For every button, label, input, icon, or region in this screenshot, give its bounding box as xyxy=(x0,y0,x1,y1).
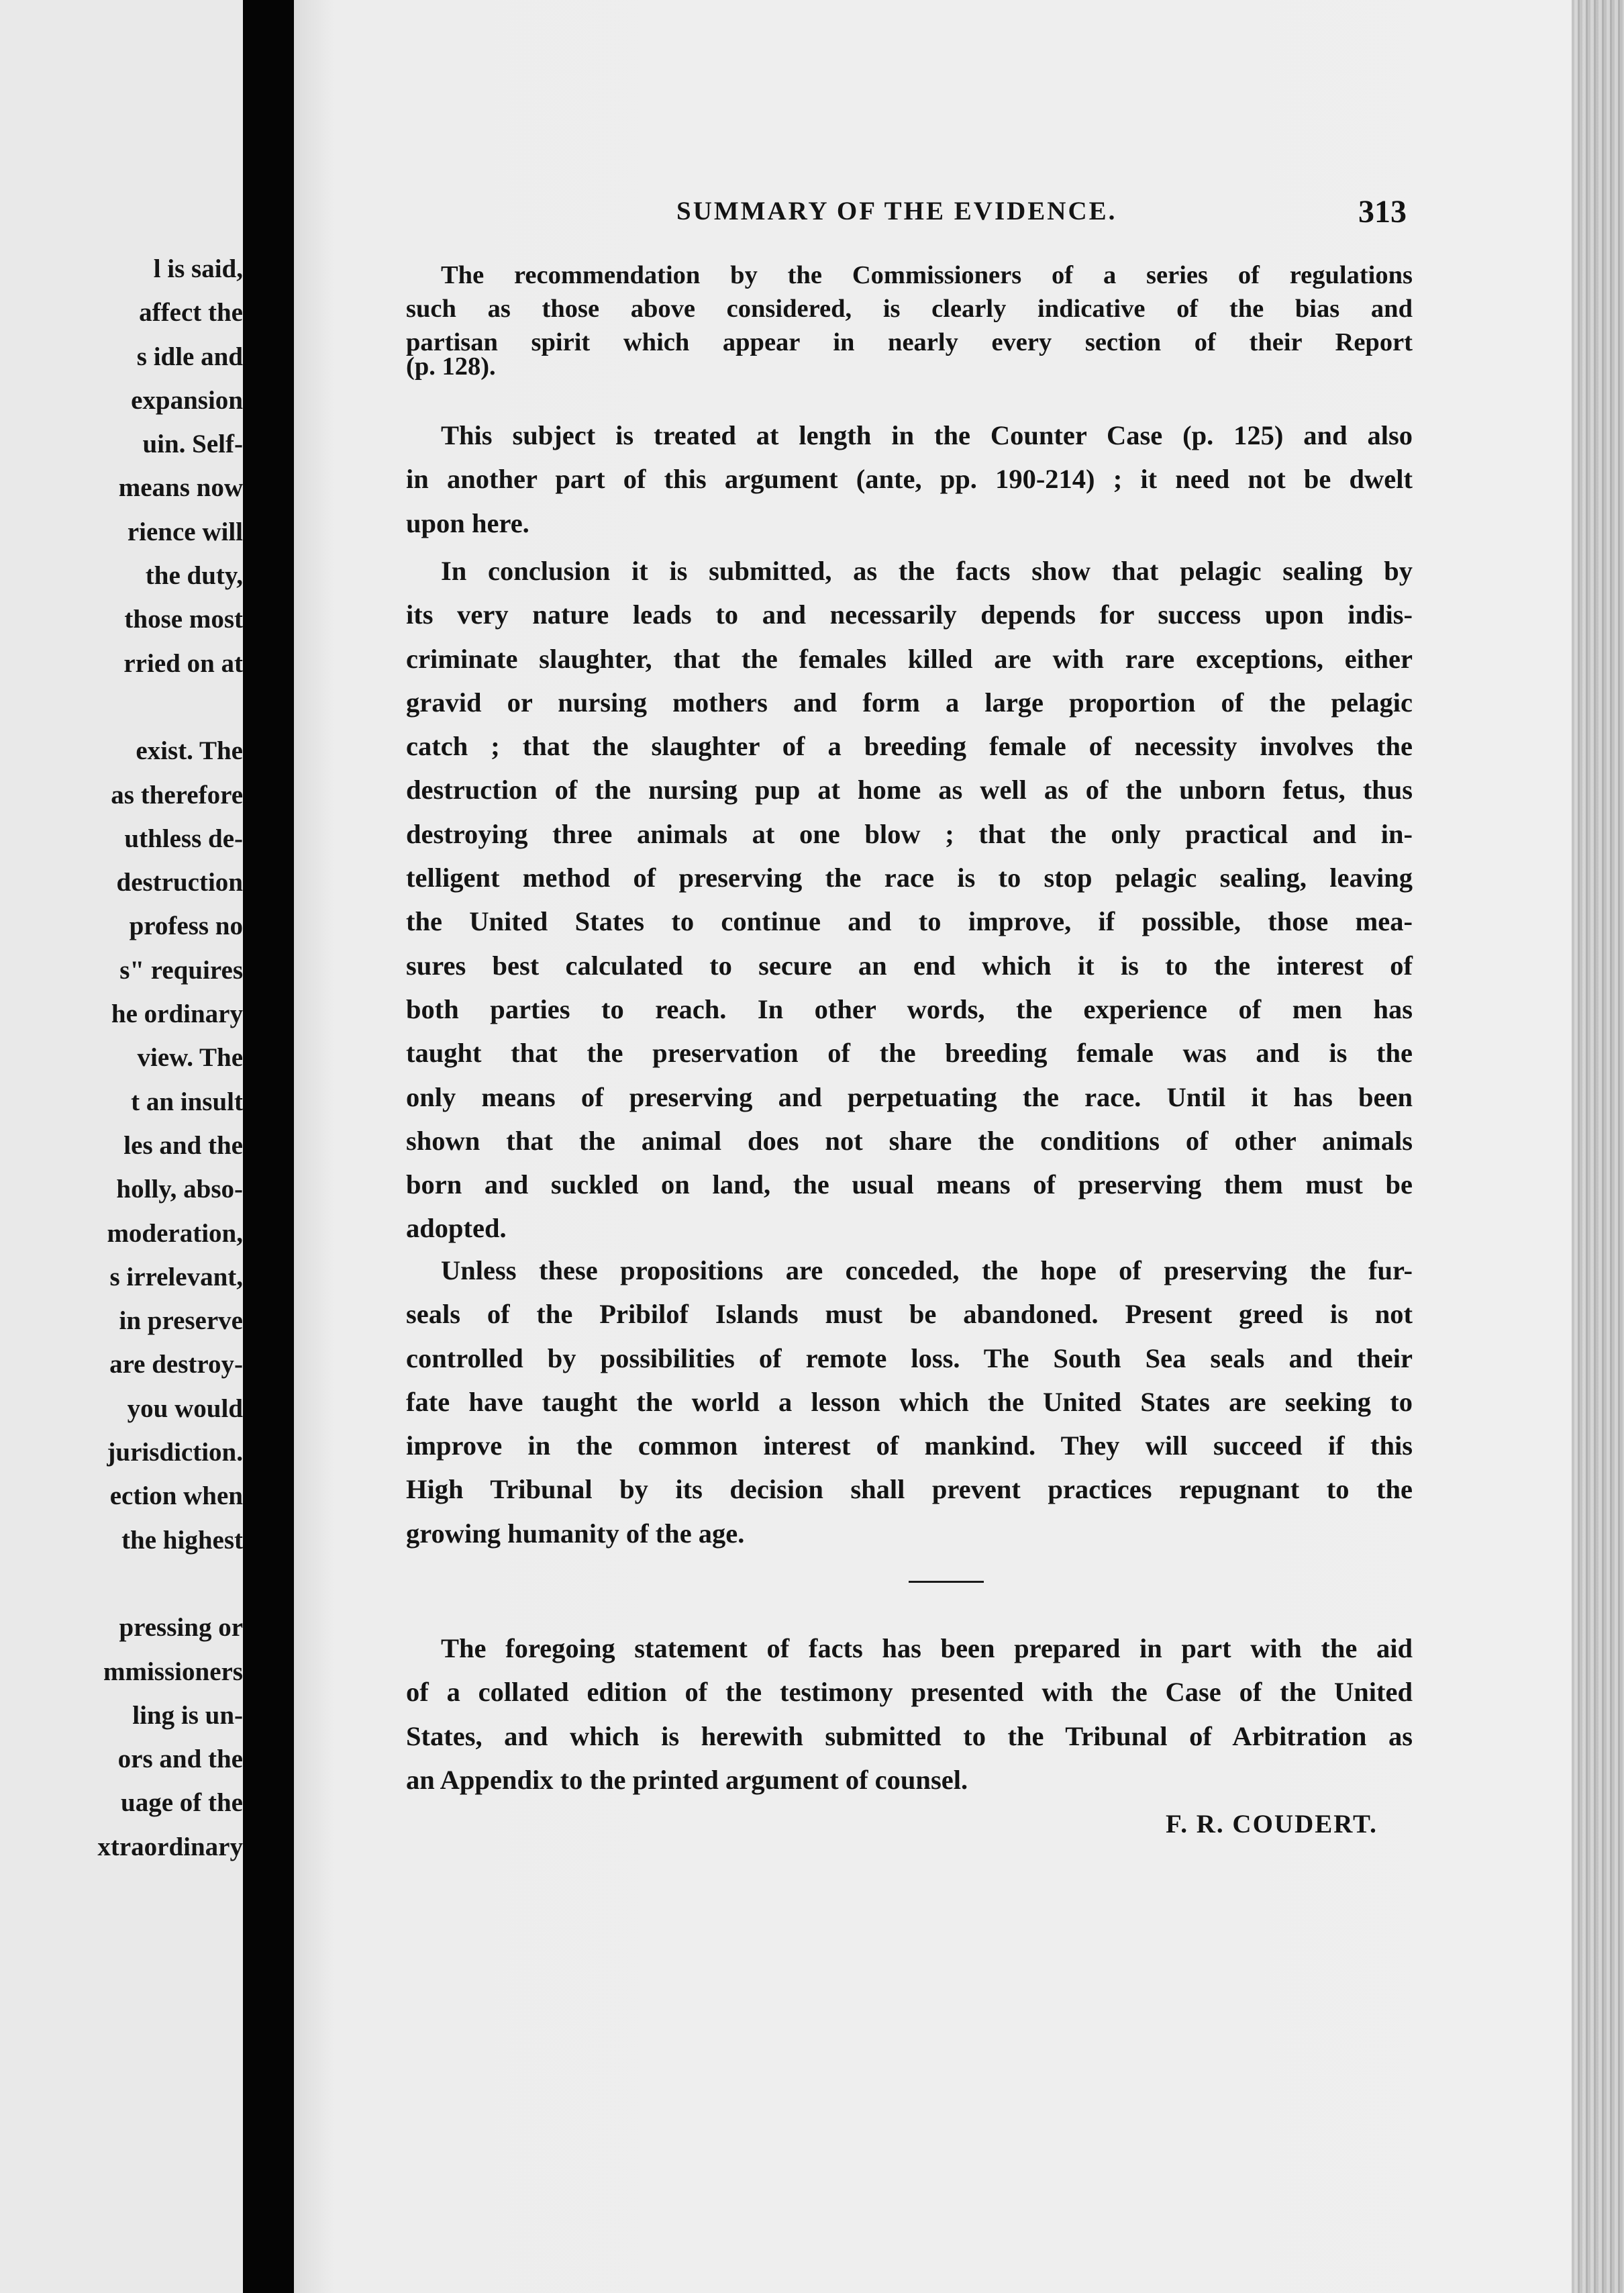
page-edge xyxy=(1572,0,1624,2293)
text-line: This subject is treated at length in the Counter Case (p. 125) and also xyxy=(441,420,1413,450)
paragraph-2 xyxy=(406,413,1413,545)
left-line: view. The xyxy=(137,1043,243,1073)
left-line: jurisdiction. xyxy=(107,1438,243,1467)
text-line: gravid or nursing mothers and form a large proportion of the pelagic xyxy=(406,687,1413,718)
left-line: in preserve xyxy=(119,1306,243,1336)
left-line: ling is un- xyxy=(132,1700,243,1730)
left-line: exist. The xyxy=(136,736,243,766)
text-line: (p. 128). xyxy=(406,352,496,381)
left-line xyxy=(0,1562,243,1606)
text-line: destroying three animals at one blow ; that the only practical and in- xyxy=(406,818,1413,849)
text-line: catch ; that the slaughter of a breeding female of necessity involves the xyxy=(406,731,1413,762)
text-line: sures best calculated to secure an end which it is to the interest of xyxy=(406,950,1413,981)
text-line: upon here. xyxy=(406,507,529,538)
paragraph-4 xyxy=(406,1249,1413,1555)
left-line: destruction xyxy=(116,868,243,897)
left-line: t an insult xyxy=(131,1087,243,1116)
text-line: in another part of this argument (ante, pp. 190-214) ; it need not be dwelt xyxy=(406,464,1413,495)
text-line: growing humanity of the age. xyxy=(406,1518,745,1549)
left-line: the duty, xyxy=(145,561,243,591)
text-line: improve in the common interest of mankind. They will succeed if this xyxy=(406,1430,1413,1461)
book-gutter xyxy=(243,0,294,2293)
text-line: telligent method of preserving the race is to stop pelagic sealing, leaving xyxy=(406,863,1413,893)
text-line: The recommendation by the Commissioners of a series of regulations xyxy=(441,261,1413,289)
left-line: holly, abso- xyxy=(116,1175,243,1204)
text-line: High Tribunal by its decision shall prevent practices repugnant to the xyxy=(406,1474,1413,1505)
text-line: controlled by possibilities of remote loss. The South Sea seals and their xyxy=(406,1343,1413,1373)
paragraph-3 xyxy=(406,549,1413,1251)
left-line: affect the xyxy=(139,298,243,328)
running-head: SUMMARY OF THE EVIDENCE. xyxy=(676,197,1117,226)
left-line: mmissioners xyxy=(103,1657,243,1686)
left-line: uin. Self- xyxy=(142,430,243,459)
text-line: both parties to reach. In other words, the experience of men has xyxy=(406,993,1413,1024)
left-line: s irrelevant, xyxy=(109,1262,243,1291)
paragraph-5 xyxy=(406,1626,1413,1802)
left-line: s idle and xyxy=(136,342,243,371)
left-line: profess no xyxy=(129,912,243,941)
left-line: rience will xyxy=(127,517,243,546)
left-line: moderation, xyxy=(107,1218,243,1248)
text-line: of a collated edition of the testimony presented with the Case of the United xyxy=(406,1677,1413,1708)
left-line: as therefore xyxy=(111,780,243,810)
paragraph-1 xyxy=(406,258,1413,383)
text-line: partisan spirit which appear in nearly every section of their Report xyxy=(406,328,1413,356)
left-line: he ordinary xyxy=(111,999,243,1029)
section-rule xyxy=(909,1581,984,1583)
text-line: In conclusion it is submitted, as the facts show that pelagic sealing by xyxy=(441,556,1413,586)
left-line: you would xyxy=(127,1394,243,1423)
text-line: destruction of the nursing pup at home as well as of the unborn fetus, thus xyxy=(406,775,1413,806)
signature: F. R. COUDERT. xyxy=(1166,1810,1378,1839)
text-line: seals of the Pribilof Islands must be abandoned. Present greed is not xyxy=(406,1299,1413,1330)
text-line: such as those above considered, is clearly indicative of the bias and xyxy=(406,295,1413,323)
left-line: s" requires xyxy=(119,955,243,985)
left-line: uage of the xyxy=(121,1788,243,1818)
text-line: taught that the preservation of the breeding female was and is the xyxy=(406,1038,1413,1069)
text-line: only means of preserving and perpetuating the race. Until it has been xyxy=(406,1081,1413,1112)
text-line: Unless these propositions are conceded, the hope of preserving the fur- xyxy=(441,1255,1413,1285)
left-line: ection when xyxy=(109,1481,243,1511)
left-line: rried on at xyxy=(123,648,243,678)
left-line: uthless de- xyxy=(124,824,243,853)
left-line xyxy=(0,685,243,729)
left-line: l is said, xyxy=(153,254,243,283)
left-line: expansion xyxy=(131,385,243,415)
text-line: States, and which is herewith submitted to the Tribunal of Arbitration as xyxy=(406,1720,1413,1751)
left-line: pressing or xyxy=(119,1613,243,1643)
left-line: les and the xyxy=(123,1130,243,1160)
left-line: ors and the xyxy=(117,1745,243,1774)
text-line: adopted. xyxy=(406,1213,507,1244)
text-line: an Appendix to the printed argument of counsel. xyxy=(406,1764,968,1795)
text-line: criminate slaughter, that the females killed are with rare exceptions, either xyxy=(406,643,1413,674)
text-line: The foregoing statement of facts has been prepared in part with the aid xyxy=(441,1633,1413,1663)
text-line: fate have taught the world a lesson which the United States are seeking to xyxy=(406,1386,1413,1417)
text-line: the United States to continue and to improve, if possible, those mea- xyxy=(406,906,1413,937)
previous-page-text xyxy=(0,247,243,1869)
text-line: born and suckled on land, the usual means of preserving them must be xyxy=(406,1169,1413,1200)
left-line: the highest xyxy=(121,1525,243,1555)
text-line: its very nature leads to and necessarily depends for success upon indis- xyxy=(406,599,1413,630)
left-line: those most xyxy=(124,605,243,634)
left-line: xtraordinary xyxy=(97,1832,243,1861)
text-line: shown that the animal does not share the conditions of other animals xyxy=(406,1125,1413,1156)
page-number: 313 xyxy=(1358,194,1407,230)
previous-page-fragment xyxy=(0,0,243,2293)
left-line: are destroy- xyxy=(109,1350,243,1379)
left-line: means now xyxy=(118,473,243,503)
